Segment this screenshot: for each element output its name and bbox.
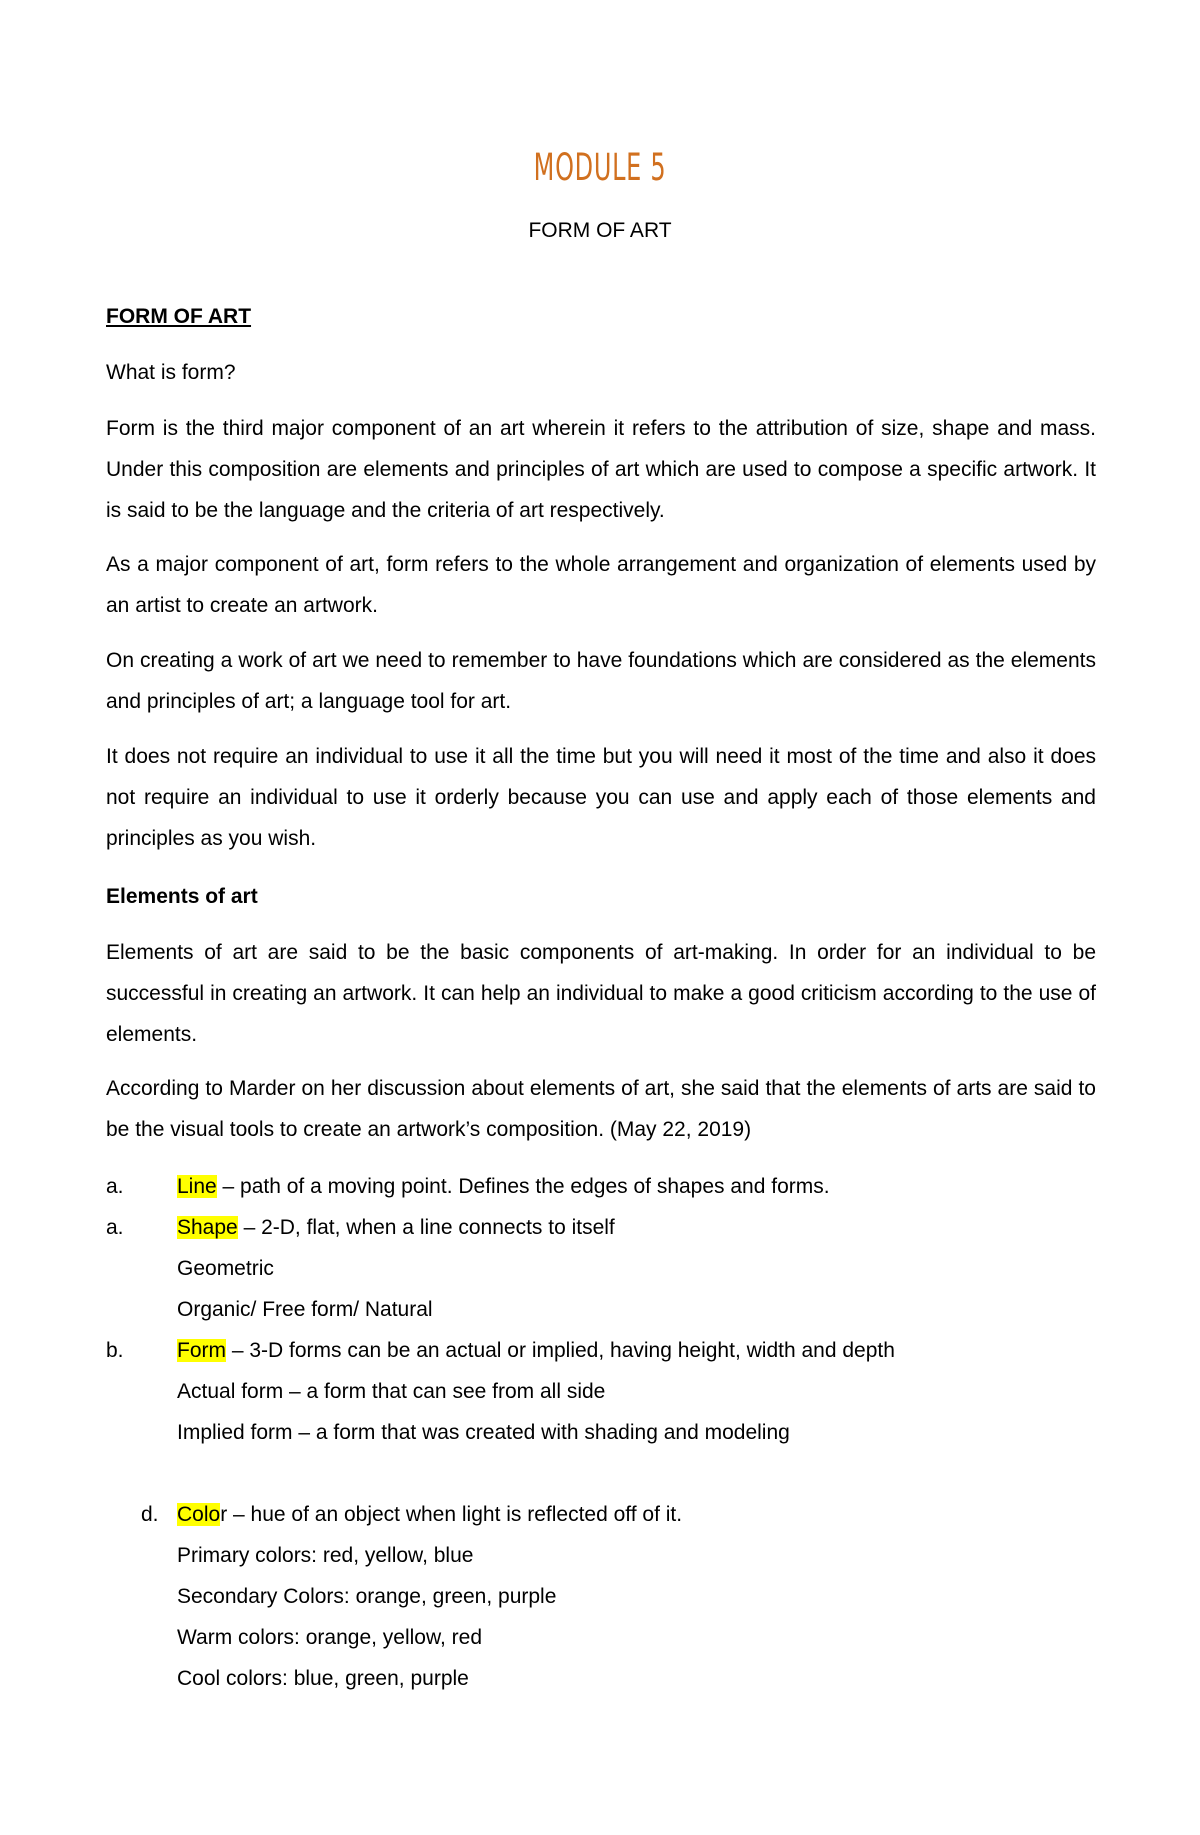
list-subitem: Primary colors: red, yellow, blue <box>177 1544 474 1567</box>
paragraph-foundations: On creating a work of art we need to remember to have foundations which are considered as the elements and principles of art; a language tool for art. <box>106 649 1096 713</box>
list-item-color: Color – hue of an object when light is reflected off of it. <box>177 1503 683 1526</box>
elements-heading: Elements of art <box>106 885 258 908</box>
list-subitem: Secondary Colors: orange, green, purple <box>177 1585 557 1608</box>
highlight-term-shape: Shape <box>177 1216 238 1239</box>
list-marker-color: d. <box>141 1503 159 1526</box>
list-item-form: Form – 3-D forms can be an actual or implied, having height, width and depth <box>177 1339 895 1362</box>
list-item-line: Line – path of a moving point. Defines the edges of shapes and forms. <box>177 1175 830 1198</box>
list-marker-shape: a. <box>106 1216 124 1239</box>
list-marker-line: a. <box>106 1175 124 1198</box>
list-subitem: Geometric <box>177 1257 274 1280</box>
list-subitem: Warm colors: orange, yellow, red <box>177 1626 483 1649</box>
paragraph-usage: It does not require an individual to use it all the time but you will need it most of the time and also it does not require an individual to use it orderly because you can use and apply each of those elements and principles as you wish. <box>106 745 1096 850</box>
paragraph-major-component: As a major component of art, form refers to the whole arrangement and organization of elements used by an artist to create an artwork. <box>106 553 1096 617</box>
list-subitem: Implied form – a form that was created with shading and modeling <box>177 1421 790 1444</box>
highlight-term-color: Colo <box>177 1503 221 1526</box>
list-subitem: Organic/ Free form/ Natural <box>177 1298 433 1321</box>
list-item-shape: Shape – 2-D, flat, when a line connects to itself <box>177 1216 615 1239</box>
list-marker-form: b. <box>106 1339 124 1362</box>
paragraph-elements-basic: Elements of art are said to be the basic components of art-making. In order for an individual to be successful in creating an artwork. It can help an individual to make a good criticism according to the use of elements. <box>106 941 1096 1046</box>
list-subitem: Actual form – a form that can see from all side <box>177 1380 606 1403</box>
paragraph-form-definition: Form is the third major component of an art wherein it refers to the attribution of size, shape and mass. Under this composition are elements and principles of art which are used to compose a specific artwork. It is said to be the language and the criteria of art respectively. <box>106 417 1096 522</box>
highlight-term-line: Line <box>177 1175 217 1198</box>
question-line: What is form? <box>106 361 236 384</box>
module-title: MODULE 5 <box>533 146 667 189</box>
paragraph-marder: According to Marder on her discussion about elements of art, she said that the elements of arts are said to be the visual tools to create an artwork’s composition. (May 22, 2019) <box>106 1077 1096 1141</box>
highlight-term-form: Form <box>177 1339 226 1362</box>
list-subitem: Cool colors: blue, green, purple <box>177 1667 469 1690</box>
section-heading: FORM OF ART <box>106 305 252 328</box>
document-subtitle: FORM OF ART <box>528 219 672 242</box>
